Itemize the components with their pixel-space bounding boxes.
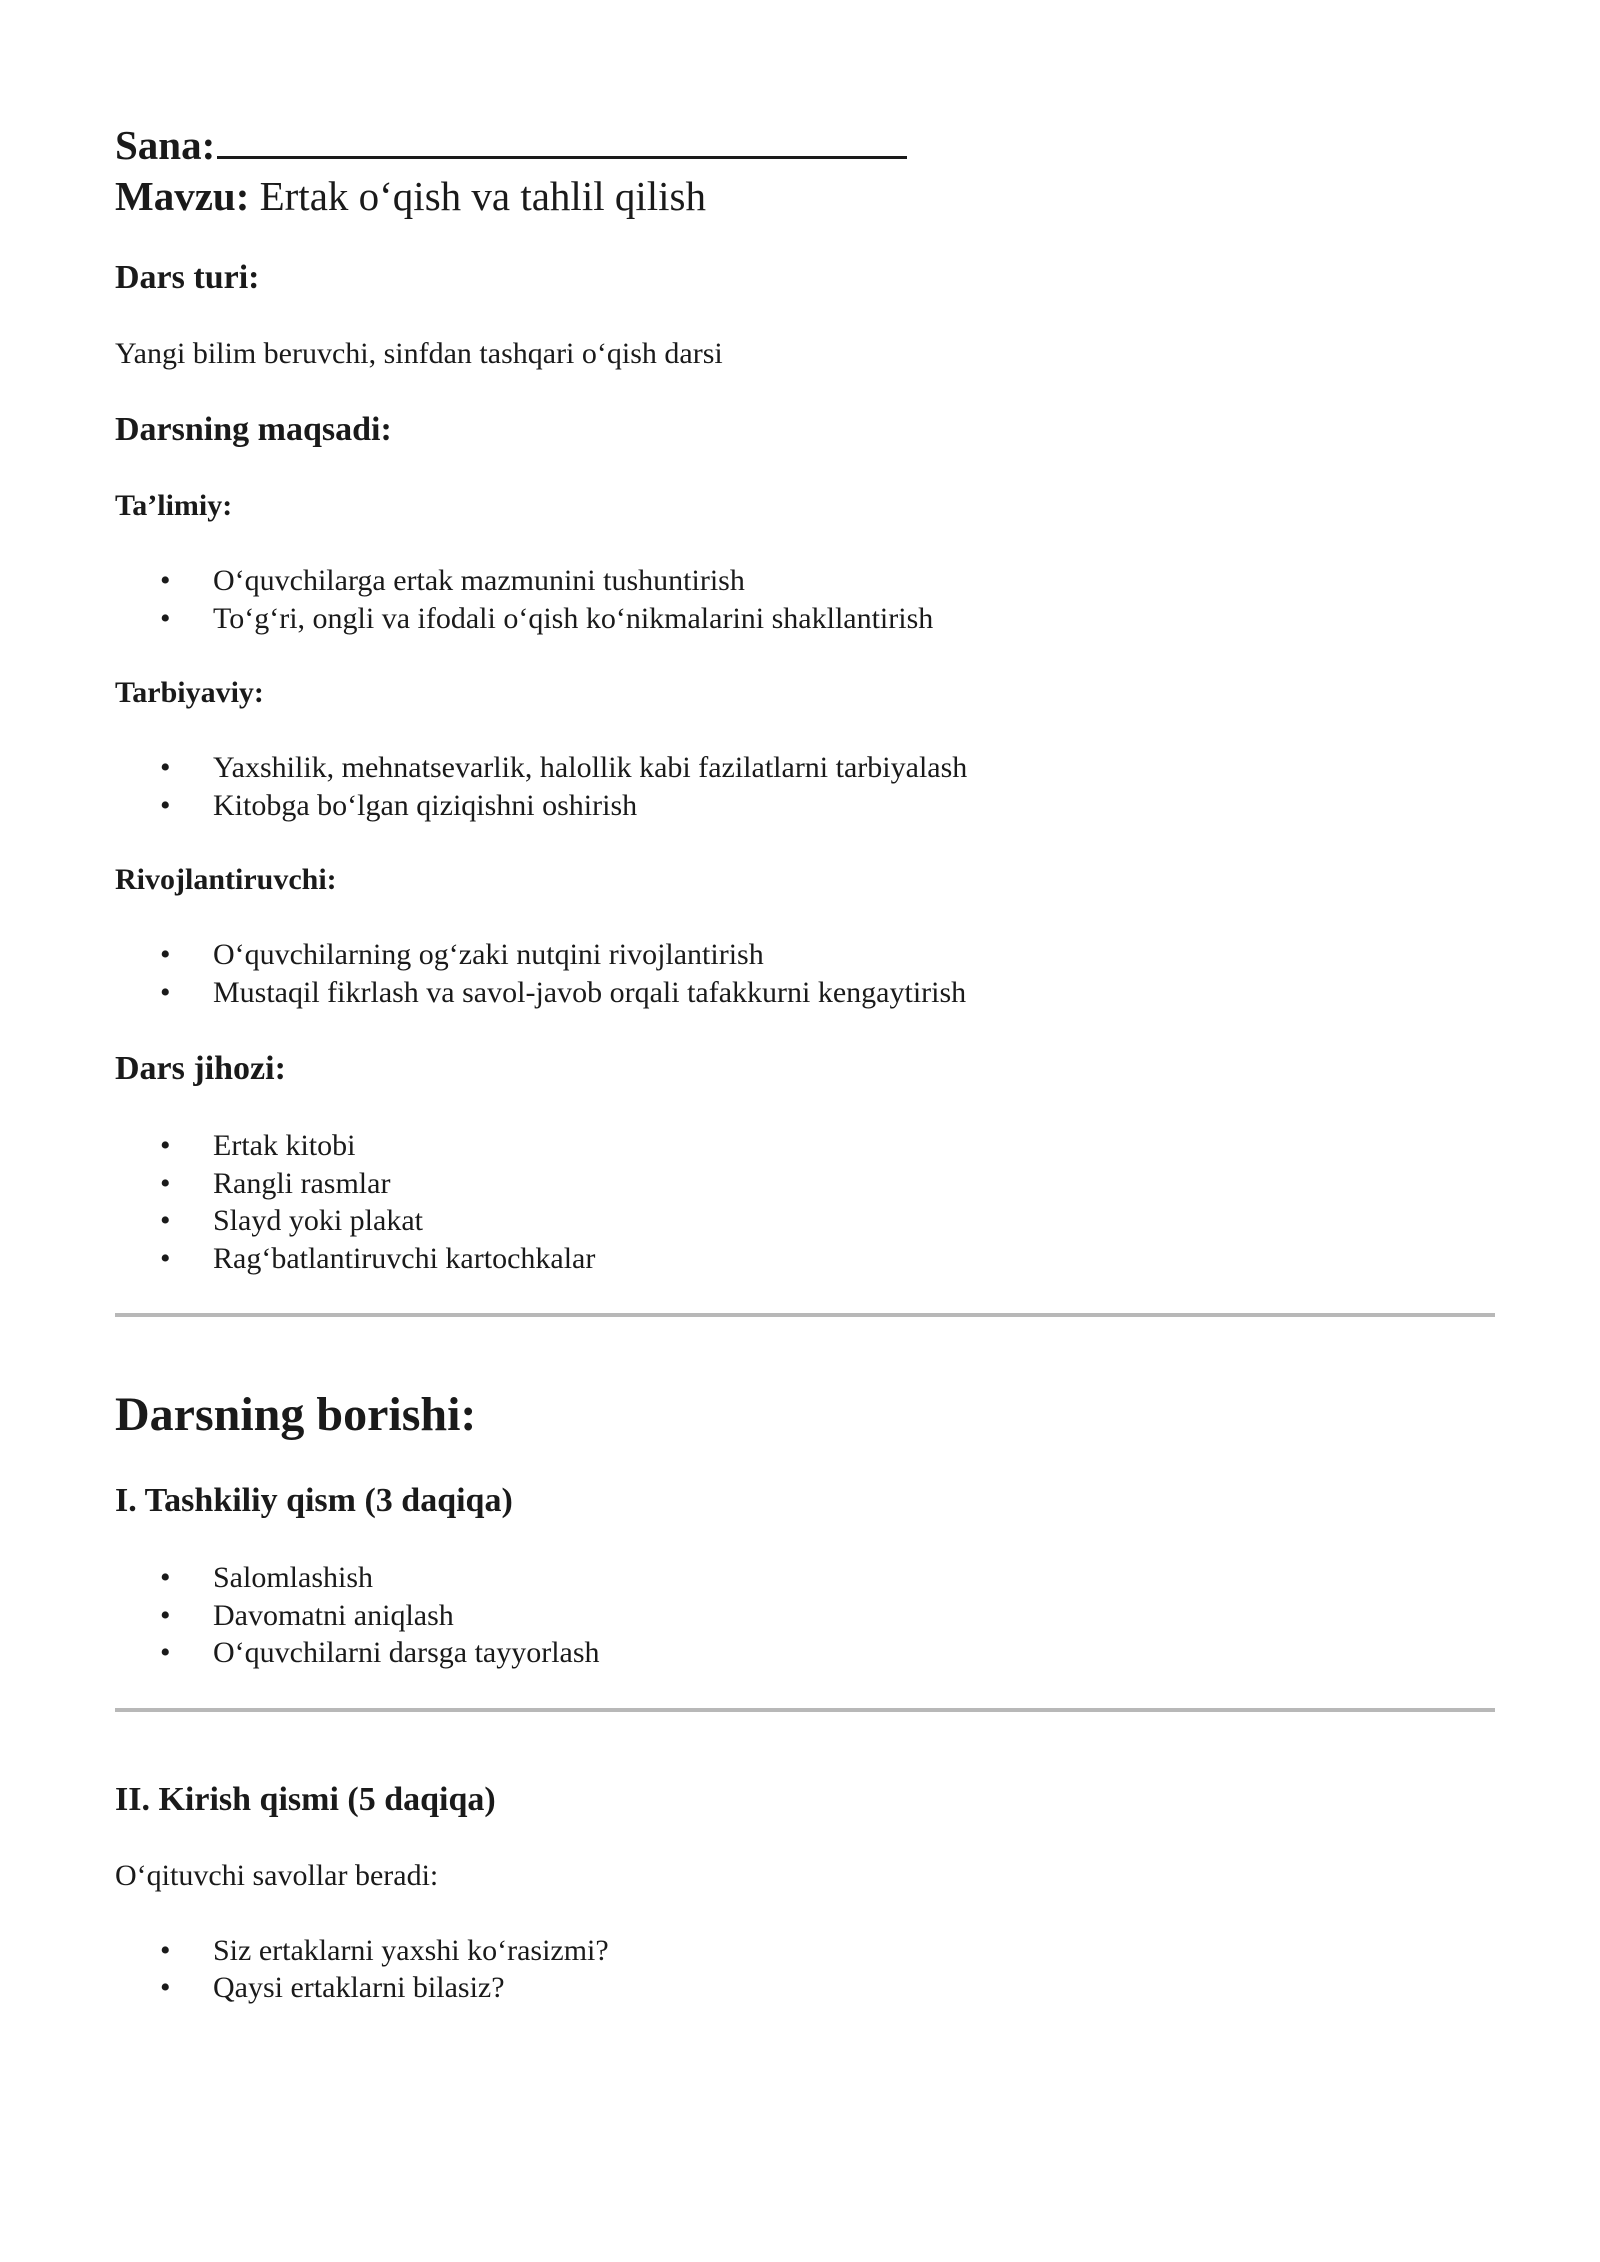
section-divider xyxy=(115,1708,1495,1712)
list-item xyxy=(115,1240,1495,1278)
bullet-icon: • xyxy=(160,938,171,971)
date-label: Sana: xyxy=(115,122,216,168)
list-item-text: Davomatni aniqlash xyxy=(213,1598,454,1632)
equipment-heading: Dars jihozi: xyxy=(115,1050,286,1087)
goals-heading: Darsning maqsadi: xyxy=(115,411,392,448)
introduction-text: O‘qituvchi savollar beradi: xyxy=(115,1858,439,1892)
list-item-text: To‘g‘ri, ongli va ifodali o‘qish ko‘nikmalarini shakllantirish xyxy=(213,601,934,635)
bullet-icon: • xyxy=(160,1598,171,1632)
bullet-icon: • xyxy=(160,1636,171,1669)
list-item-text: O‘quvchilarga ertak mazmunini tushuntirish xyxy=(213,564,745,597)
goals-developmental-list xyxy=(115,936,1495,1011)
list-item xyxy=(115,974,1495,1012)
bullet-icon: • xyxy=(160,788,171,822)
goals-developmental-heading: Rivojlantiruvchi: xyxy=(115,863,337,896)
list-item-text: O‘quvchilarning og‘zaki nutqini rivojlantirish xyxy=(213,938,764,971)
list-item-text: Rag‘batlantiruvchi kartochkalar xyxy=(213,1241,596,1275)
goals-upbringing-heading: Tarbiyaviy: xyxy=(115,676,264,709)
bullet-icon: • xyxy=(160,1241,171,1275)
organizational-heading: I. Tashkiliy qism (3 daqiqa) xyxy=(115,1482,513,1519)
section-divider xyxy=(115,1313,1495,1317)
list-item-text: Ertak kitobi xyxy=(213,1129,356,1162)
organizational-list xyxy=(115,1559,1495,1672)
bullet-icon: • xyxy=(160,601,171,635)
introduction-list xyxy=(115,1932,1495,2007)
date-blank-underline xyxy=(217,117,907,159)
bullet-icon: • xyxy=(160,751,171,784)
list-item xyxy=(115,749,1495,787)
topic-value: Ertak o‘qish va tahlil qilish xyxy=(259,173,706,219)
bullet-icon: • xyxy=(160,564,171,597)
list-item xyxy=(115,1165,1495,1203)
goals-upbringing-list xyxy=(115,749,1495,824)
list-item xyxy=(115,1969,1495,2007)
list-item xyxy=(115,1202,1495,1240)
bullet-icon: • xyxy=(160,1933,171,1967)
list-item-text: Salomlashish xyxy=(213,1561,374,1594)
list-item-text: O‘quvchilarni darsga tayyorlash xyxy=(213,1636,600,1669)
lesson-type-heading: Dars turi: xyxy=(115,259,260,296)
list-item-text: Kitobga bo‘lgan qiziqishni oshirish xyxy=(213,788,638,822)
list-item xyxy=(115,1597,1495,1635)
procedure-heading: Darsning borishi: xyxy=(115,1388,477,1441)
bullet-icon: • xyxy=(160,1129,171,1162)
list-item xyxy=(115,1634,1495,1672)
topic-label: Mavzu: xyxy=(115,173,250,219)
list-item xyxy=(115,1559,1495,1597)
list-item xyxy=(115,562,1495,600)
bullet-icon: • xyxy=(160,1561,171,1594)
list-item-text: Qaysi ertaklarni bilasiz? xyxy=(213,1971,505,2004)
bullet-icon: • xyxy=(160,1166,171,1200)
list-item-text: Mustaqil fikrlash va savol-javob orqali tafakkurni kengaytirish xyxy=(213,975,967,1009)
list-item xyxy=(115,936,1495,974)
list-item-text: Rangli rasmlar xyxy=(213,1166,391,1200)
list-item-text: Slayd yoki plakat xyxy=(213,1204,423,1237)
list-item xyxy=(115,1932,1495,1970)
goals-educational-list xyxy=(115,562,1495,637)
document-page xyxy=(115,110,1495,2007)
equipment-list xyxy=(115,1127,1495,1277)
list-item xyxy=(115,1127,1495,1165)
bullet-icon: • xyxy=(160,1204,171,1237)
introduction-heading: II. Kirish qismi (5 daqiqa) xyxy=(115,1780,496,1818)
bullet-icon: • xyxy=(160,975,171,1009)
topic-line xyxy=(115,171,1495,221)
list-item xyxy=(115,600,1495,638)
goals-educational-heading: Ta’limiy: xyxy=(115,489,233,522)
list-item xyxy=(115,787,1495,825)
list-item-text: Siz ertaklarni yaxshi ko‘rasizmi? xyxy=(213,1933,609,1967)
bullet-icon: • xyxy=(160,1971,171,2004)
date-line xyxy=(115,117,1495,167)
lesson-type-text: Yangi bilim beruvchi, sinfdan tashqari o‘qish darsi xyxy=(115,337,723,370)
list-item-text: Yaxshilik, mehnatsevarlik, halollik kabi fazilatlarni tarbiyalash xyxy=(213,751,968,784)
